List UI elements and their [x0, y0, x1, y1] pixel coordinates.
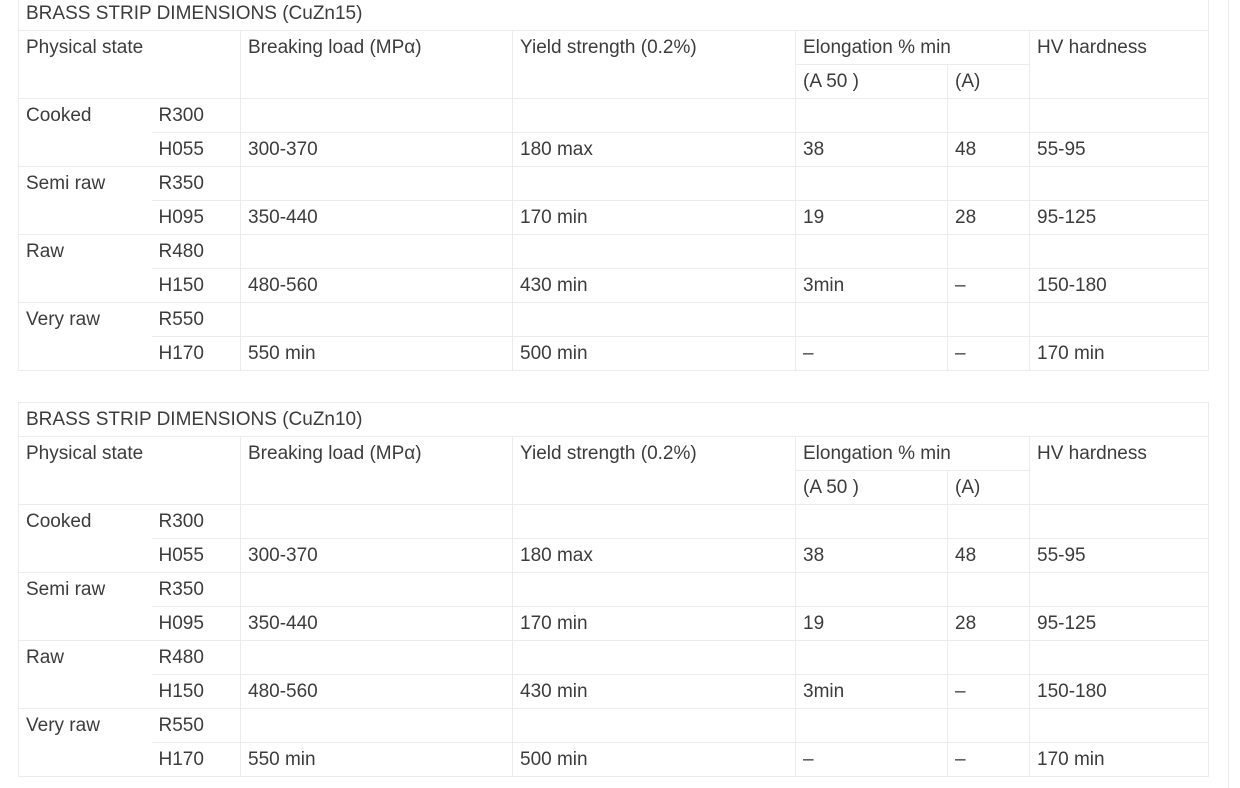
yield-strength-cell: 430 min [513, 269, 796, 303]
header-breaking-load: Breaking load (MPα) [241, 437, 513, 505]
header-breaking-load: Breaking load (MPα) [241, 31, 513, 99]
yield-strength-cell: 500 min [513, 337, 796, 371]
breaking-load-cell: 300-370 [241, 133, 513, 167]
header-row [19, 31, 1209, 65]
yield-strength-cell: 180 max [513, 539, 796, 573]
table-row [19, 573, 1209, 607]
empty-cell [241, 167, 513, 201]
yield-strength-cell: 170 min [513, 201, 796, 235]
table-row [19, 505, 1209, 539]
empty-cell [513, 303, 796, 337]
header-elongation: Elongation % min [796, 31, 1030, 65]
breaking-load-cell: 350-440 [241, 607, 513, 641]
hv-hardness-cell: 95-125 [1030, 607, 1209, 641]
table-row [19, 709, 1209, 743]
empty-cell [796, 641, 948, 675]
empty-cell [1030, 303, 1209, 337]
breaking-load-cell: 550 min [241, 743, 513, 777]
elongation-a50-cell: – [796, 743, 948, 777]
elongation-a-cell: – [948, 743, 1030, 777]
elongation-a-cell: – [948, 337, 1030, 371]
table-row [19, 641, 1209, 675]
elongation-a-cell: 48 [948, 133, 1030, 167]
hv-hardness-cell: 170 min [1030, 337, 1209, 371]
physical-state-cell: Raw [19, 641, 152, 709]
empty-cell [948, 99, 1030, 133]
empty-cell [513, 99, 796, 133]
breaking-load-cell: 480-560 [241, 269, 513, 303]
breaking-load-cell: 480-560 [241, 675, 513, 709]
table-row [19, 167, 1209, 201]
table-row [19, 235, 1209, 269]
empty-cell [241, 505, 513, 539]
breaking-load-cell: 300-370 [241, 539, 513, 573]
table-title-row [19, 0, 1209, 31]
temper-code-cell: R300 [152, 99, 241, 133]
elongation-a50-cell: – [796, 337, 948, 371]
yield-strength-cell: 500 min [513, 743, 796, 777]
header-physical-state: Physical state [19, 31, 241, 99]
hv-hardness-cell: 170 min [1030, 743, 1209, 777]
empty-cell [948, 573, 1030, 607]
temper-code-cell: R300 [152, 505, 241, 539]
table-row [19, 133, 1209, 167]
temper-code-cell: R480 [152, 235, 241, 269]
temper-code-cell: H150 [152, 675, 241, 709]
empty-cell [1030, 99, 1209, 133]
empty-cell [796, 99, 948, 133]
hv-hardness-cell: 95-125 [1030, 201, 1209, 235]
empty-cell [1030, 167, 1209, 201]
temper-code-cell: R550 [152, 709, 241, 743]
empty-cell [241, 99, 513, 133]
breaking-load-cell: 350-440 [241, 201, 513, 235]
header-elongation-a: (A) [948, 471, 1030, 505]
empty-cell [796, 303, 948, 337]
empty-cell [948, 641, 1030, 675]
empty-cell [948, 167, 1030, 201]
empty-cell [241, 573, 513, 607]
temper-code-cell: H095 [152, 201, 241, 235]
elongation-a-cell: – [948, 269, 1030, 303]
header-hv-hardness: HV hardness [1030, 31, 1209, 99]
empty-cell [1030, 641, 1209, 675]
empty-cell [241, 235, 513, 269]
header-hv-hardness: HV hardness [1030, 437, 1209, 505]
table-title: BRASS STRIP DIMENSIONS (CuZn10) [19, 403, 1209, 437]
empty-cell [513, 573, 796, 607]
empty-cell [948, 235, 1030, 269]
empty-cell [1030, 235, 1209, 269]
header-elongation-a: (A) [948, 65, 1030, 99]
temper-code-cell: R350 [152, 167, 241, 201]
header-physical-state: Physical state [19, 437, 241, 505]
hv-hardness-cell: 55-95 [1030, 539, 1209, 573]
physical-state-cell: Very raw [19, 709, 152, 777]
yield-strength-cell: 430 min [513, 675, 796, 709]
elongation-a50-cell: 3min [796, 269, 948, 303]
physical-state-cell: Raw [19, 235, 152, 303]
temper-code-cell: R480 [152, 641, 241, 675]
yield-strength-cell: 170 min [513, 607, 796, 641]
elongation-a50-cell: 19 [796, 607, 948, 641]
empty-cell [241, 641, 513, 675]
yield-strength-cell: 180 max [513, 133, 796, 167]
scrollbar-track [1228, 0, 1229, 788]
table-row [19, 743, 1209, 777]
temper-code-cell: H170 [152, 743, 241, 777]
hv-hardness-cell: 150-180 [1030, 675, 1209, 709]
header-elongation-a50: (A 50 ) [796, 471, 948, 505]
elongation-a-cell: – [948, 675, 1030, 709]
header-elongation: Elongation % min [796, 437, 1030, 471]
header-yield-strength: Yield strength (0.2%) [513, 31, 796, 99]
temper-code-cell: H170 [152, 337, 241, 371]
table-row [19, 269, 1209, 303]
hv-hardness-cell: 55-95 [1030, 133, 1209, 167]
temper-code-cell: H055 [152, 133, 241, 167]
table-title-row [19, 403, 1209, 437]
physical-state-cell: Semi raw [19, 167, 152, 235]
temper-code-cell: R350 [152, 573, 241, 607]
table-row [19, 303, 1209, 337]
physical-state-cell: Semi raw [19, 573, 152, 641]
hv-hardness-cell: 150-180 [1030, 269, 1209, 303]
empty-cell [796, 167, 948, 201]
brass-spec-table-cuzn10 [18, 402, 1209, 777]
physical-state-cell: Cooked [19, 505, 152, 573]
empty-cell [513, 167, 796, 201]
elongation-a-cell: 48 [948, 539, 1030, 573]
empty-cell [513, 505, 796, 539]
table-row [19, 539, 1209, 573]
empty-cell [796, 235, 948, 269]
empty-cell [513, 641, 796, 675]
elongation-a50-cell: 38 [796, 539, 948, 573]
header-row [19, 437, 1209, 471]
elongation-a50-cell: 19 [796, 201, 948, 235]
empty-cell [241, 303, 513, 337]
brass-spec-table-cuzn15 [18, 0, 1209, 371]
physical-state-cell: Very raw [19, 303, 152, 371]
empty-cell [513, 235, 796, 269]
elongation-a50-cell: 38 [796, 133, 948, 167]
breaking-load-cell: 550 min [241, 337, 513, 371]
elongation-a-cell: 28 [948, 201, 1030, 235]
empty-cell [796, 709, 948, 743]
empty-cell [513, 709, 796, 743]
elongation-a50-cell: 3min [796, 675, 948, 709]
empty-cell [1030, 505, 1209, 539]
table-title: BRASS STRIP DIMENSIONS (CuZn15) [19, 0, 1209, 31]
table-row [19, 607, 1209, 641]
table-row [19, 99, 1209, 133]
header-elongation-a50: (A 50 ) [796, 65, 948, 99]
physical-state-cell: Cooked [19, 99, 152, 167]
header-yield-strength: Yield strength (0.2%) [513, 437, 796, 505]
empty-cell [948, 303, 1030, 337]
empty-cell [948, 709, 1030, 743]
empty-cell [796, 573, 948, 607]
table-row [19, 675, 1209, 709]
table-row [19, 201, 1209, 235]
temper-code-cell: H150 [152, 269, 241, 303]
empty-cell [241, 709, 513, 743]
empty-cell [1030, 709, 1209, 743]
temper-code-cell: H095 [152, 607, 241, 641]
elongation-a-cell: 28 [948, 607, 1030, 641]
empty-cell [1030, 573, 1209, 607]
temper-code-cell: H055 [152, 539, 241, 573]
empty-cell [948, 505, 1030, 539]
temper-code-cell: R550 [152, 303, 241, 337]
table-row [19, 337, 1209, 371]
empty-cell [796, 505, 948, 539]
